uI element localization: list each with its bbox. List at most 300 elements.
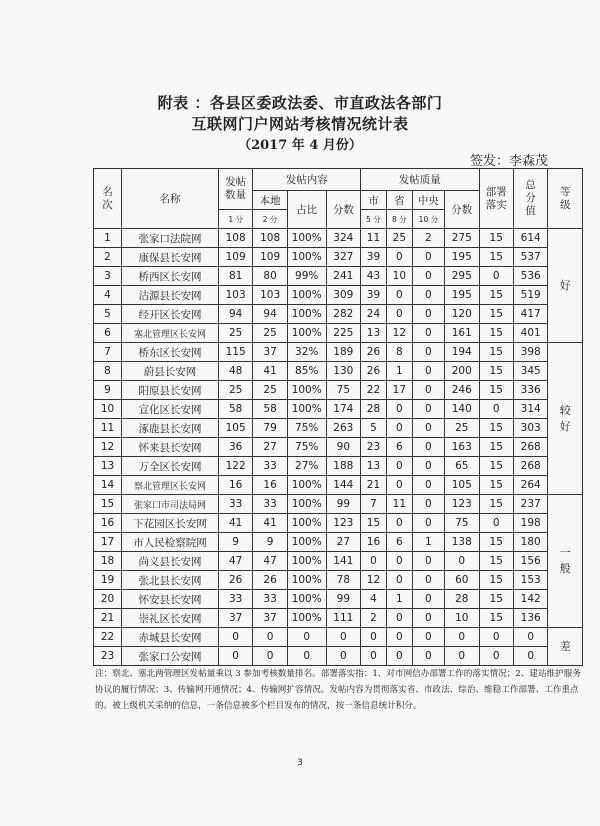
cell-local: 37 (253, 343, 287, 362)
cell-cscore: 327 (326, 248, 360, 267)
cell-no: 1 (94, 229, 122, 248)
cell-central: 2 (412, 229, 444, 248)
cell-posts: 26 (218, 571, 252, 590)
cell-no: 2 (94, 248, 122, 267)
cell-no: 14 (94, 476, 122, 495)
table-row (94, 343, 583, 362)
cell-city: 26 (361, 362, 387, 381)
cell-local: 47 (253, 552, 287, 571)
cell-cscore: 111 (326, 609, 360, 628)
cell-no: 18 (94, 552, 122, 571)
cell-qscore: 60 (445, 571, 479, 590)
cell-local: 41 (253, 362, 287, 381)
cell-no: 11 (94, 419, 122, 438)
cell-posts: 37 (218, 609, 252, 628)
cell-cscore: 99 (326, 495, 360, 514)
cell-posts: 115 (218, 343, 252, 362)
cell-posts: 0 (218, 647, 252, 666)
cell-total: 268 (513, 438, 547, 457)
cell-no: 19 (94, 571, 122, 590)
cell-local: 80 (253, 267, 287, 286)
cell-city: 2 (361, 609, 387, 628)
cell-total: 198 (513, 514, 547, 533)
cell-city: 28 (361, 400, 387, 419)
cell-posts: 0 (218, 628, 252, 647)
cell-deploy: 0 (479, 647, 513, 666)
cell-name: 张家口公安网 (122, 647, 219, 666)
cell-ratio: 75% (287, 438, 326, 457)
header-deploy: 部署 落实 (479, 169, 513, 229)
cell-ratio: 99% (287, 267, 326, 286)
cell-local: 26 (253, 571, 287, 590)
cell-central: 0 (412, 286, 444, 305)
cell-prov: 17 (386, 381, 412, 400)
cell-qscore: 120 (445, 305, 479, 324)
cell-city: 16 (361, 533, 387, 552)
cell-cscore: 144 (326, 476, 360, 495)
cell-prov: 0 (386, 286, 412, 305)
cell-ratio: 100% (287, 286, 326, 305)
table-row (94, 362, 583, 381)
cell-prov: 6 (386, 438, 412, 457)
cell-no: 17 (94, 533, 122, 552)
cell-ratio: 0 (287, 628, 326, 647)
cell-local: 25 (253, 324, 287, 343)
cell-deploy: 15 (479, 457, 513, 476)
cell-local: 16 (253, 476, 287, 495)
cell-cscore: 324 (326, 229, 360, 248)
header-city: 市 (361, 191, 387, 210)
cell-cscore: 225 (326, 324, 360, 343)
cell-name: 涿鹿县长安网 (122, 419, 219, 438)
cell-prov: 8 (386, 343, 412, 362)
cell-posts: 122 (218, 457, 252, 476)
cell-posts: 16 (218, 476, 252, 495)
grade-char: 较 (559, 403, 571, 417)
cell-no: 4 (94, 286, 122, 305)
cell-central: 0 (412, 305, 444, 324)
cell-city: 13 (361, 324, 387, 343)
cell-city: 11 (361, 229, 387, 248)
cell-city: 39 (361, 286, 387, 305)
cell-qscore: 28 (445, 590, 479, 609)
page-number: 3 (297, 758, 303, 768)
cell-qscore: 10 (445, 609, 479, 628)
cell-posts: 103 (218, 286, 252, 305)
cell-deploy: 0 (479, 400, 513, 419)
cell-ratio: 100% (287, 400, 326, 419)
grade-char: 般 (559, 562, 571, 575)
cell-prov: 0 (386, 248, 412, 267)
period: （2017 年 4 月份） (238, 138, 362, 153)
cell-prov: 0 (386, 514, 412, 533)
cell-total: 537 (513, 248, 547, 267)
header-content-score: 分数 (326, 191, 360, 229)
cell-posts: 33 (218, 495, 252, 514)
cell-local: 9 (253, 533, 287, 552)
grade-char: 一 (559, 546, 571, 559)
table-row (94, 590, 583, 609)
cell-total: 401 (513, 324, 547, 343)
cell-prov: 25 (386, 229, 412, 248)
cell-prov: 10 (386, 267, 412, 286)
cell-qscore: 105 (445, 476, 479, 495)
cell-qscore: 246 (445, 381, 479, 400)
table-row (94, 305, 583, 324)
cell-local: 37 (253, 609, 287, 628)
header-prov-note: 8 分 (386, 210, 412, 229)
header-city-note: 5 分 (361, 210, 387, 229)
cell-local: 25 (253, 381, 287, 400)
cell-central: 0 (412, 381, 444, 400)
cell-ratio: 0 (287, 647, 326, 666)
table-row (94, 267, 583, 286)
cell-ratio: 100% (287, 248, 326, 267)
cell-city: 21 (361, 476, 387, 495)
cell-qscore: 200 (445, 362, 479, 381)
cell-prov: 0 (386, 609, 412, 628)
title-line1: 附表 ：各县区委政法委、市直政法各部门 (157, 94, 443, 112)
cell-local: 0 (253, 628, 287, 647)
cell-prov: 12 (386, 324, 412, 343)
cell-city: 12 (361, 571, 387, 590)
cell-qscore: 123 (445, 495, 479, 514)
cell-deploy: 15 (479, 438, 513, 457)
table-row (94, 571, 583, 590)
cell-deploy: 15 (479, 533, 513, 552)
cell-central: 0 (412, 343, 444, 362)
table-row (94, 514, 583, 533)
cell-no: 20 (94, 590, 122, 609)
cell-posts: 58 (218, 400, 252, 419)
signature: 签发：李森茂 (470, 154, 549, 169)
cell-cscore: 174 (326, 400, 360, 419)
cell-no: 21 (94, 609, 122, 628)
cell-qscore: 65 (445, 457, 479, 476)
grade-fair (548, 343, 583, 495)
cell-central: 1 (412, 533, 444, 552)
cell-qscore: 138 (445, 533, 479, 552)
cell-prov: 0 (386, 419, 412, 438)
cell-total: 237 (513, 495, 547, 514)
cell-total: 314 (513, 400, 547, 419)
cell-central: 0 (412, 362, 444, 381)
cell-name: 蔚县长安网 (122, 362, 219, 381)
cell-prov: 6 (386, 533, 412, 552)
cell-local: 27 (253, 438, 287, 457)
cell-cscore: 0 (326, 647, 360, 666)
cell-name: 桥西区长安网 (122, 267, 219, 286)
header-central-note: 10 分 (412, 210, 444, 229)
header-central: 中央 (412, 191, 444, 210)
cell-qscore: 0 (445, 628, 479, 647)
cell-ratio: 100% (287, 590, 326, 609)
cell-name: 下花园区长安网 (122, 514, 219, 533)
cell-ratio: 100% (287, 609, 326, 628)
header-name: 名称 (122, 169, 219, 229)
cell-posts: 25 (218, 324, 252, 343)
cell-central: 0 (412, 267, 444, 286)
cell-ratio: 100% (287, 495, 326, 514)
cell-total: 264 (513, 476, 547, 495)
header-prov: 省 (386, 191, 412, 210)
cell-cscore: 27 (326, 533, 360, 552)
cell-deploy: 15 (479, 343, 513, 362)
cell-local: 94 (253, 305, 287, 324)
cell-prov: 0 (386, 305, 412, 324)
cell-posts: 25 (218, 381, 252, 400)
cell-cscore: 78 (326, 571, 360, 590)
cell-no: 7 (94, 343, 122, 362)
cell-city: 15 (361, 514, 387, 533)
cell-qscore: 75 (445, 514, 479, 533)
cell-central: 0 (412, 400, 444, 419)
cell-name: 赤城县长安网 (122, 628, 219, 647)
cell-city: 4 (361, 590, 387, 609)
cell-no: 13 (94, 457, 122, 476)
cell-prov: 1 (386, 362, 412, 381)
grade-normal (548, 495, 583, 628)
cell-central: 0 (412, 248, 444, 267)
cell-ratio: 32% (287, 343, 326, 362)
cell-ratio: 100% (287, 229, 326, 248)
cell-local: 79 (253, 419, 287, 438)
cell-ratio: 100% (287, 381, 326, 400)
table-row (94, 457, 583, 476)
grade-good: 好 (548, 229, 583, 343)
cell-deploy: 15 (479, 248, 513, 267)
cell-central: 0 (412, 495, 444, 514)
cell-deploy: 15 (479, 305, 513, 324)
cell-qscore: 0 (445, 647, 479, 666)
cell-deploy: 0 (479, 628, 513, 647)
table-row (94, 229, 583, 248)
cell-no: 22 (94, 628, 122, 647)
cell-total: 398 (513, 343, 547, 362)
table-row (94, 381, 583, 400)
cell-name: 张家口法院网 (122, 229, 219, 248)
cell-city: 22 (361, 381, 387, 400)
cell-city: 0 (361, 552, 387, 571)
cell-name: 市人民检察院网 (122, 533, 219, 552)
cell-local: 58 (253, 400, 287, 419)
cell-prov: 1 (386, 590, 412, 609)
cell-no: 8 (94, 362, 122, 381)
cell-ratio: 100% (287, 533, 326, 552)
cell-central: 0 (412, 514, 444, 533)
cell-cscore: 282 (326, 305, 360, 324)
cell-name: 桥东区长安网 (122, 343, 219, 362)
table-body (94, 229, 583, 666)
cell-local: 33 (253, 495, 287, 514)
cell-total: 153 (513, 571, 547, 590)
cell-posts: 33 (218, 590, 252, 609)
cell-ratio: 85% (287, 362, 326, 381)
cell-central: 0 (412, 419, 444, 438)
cell-posts: 108 (218, 229, 252, 248)
table-row (94, 495, 583, 514)
cell-city: 0 (361, 628, 387, 647)
cell-deploy: 15 (479, 571, 513, 590)
cell-name: 张北县长安网 (122, 571, 219, 590)
cell-cscore: 309 (326, 286, 360, 305)
cell-no: 15 (94, 495, 122, 514)
header-grade: 等 级 (548, 169, 583, 229)
cell-total: 519 (513, 286, 547, 305)
cell-local: 109 (253, 248, 287, 267)
cell-prov: 0 (386, 628, 412, 647)
cell-total: 180 (513, 533, 547, 552)
cell-name: 万全区长安网 (122, 457, 219, 476)
cell-local: 0 (253, 647, 287, 666)
cell-deploy: 15 (479, 381, 513, 400)
cell-cscore: 130 (326, 362, 360, 381)
cell-no: 16 (94, 514, 122, 533)
cell-qscore: 195 (445, 286, 479, 305)
cell-cscore: 188 (326, 457, 360, 476)
cell-no: 3 (94, 267, 122, 286)
cell-prov: 0 (386, 647, 412, 666)
table-row (94, 286, 583, 305)
cell-qscore: 0 (445, 552, 479, 571)
cell-deploy: 15 (479, 590, 513, 609)
cell-central: 0 (412, 609, 444, 628)
cell-qscore: 163 (445, 438, 479, 457)
cell-no: 10 (94, 400, 122, 419)
cell-ratio: 75% (287, 419, 326, 438)
cell-posts: 36 (218, 438, 252, 457)
cell-posts: 47 (218, 552, 252, 571)
table-row (94, 400, 583, 419)
cell-qscore: 195 (445, 248, 479, 267)
cell-deploy: 15 (479, 476, 513, 495)
cell-ratio: 100% (287, 552, 326, 571)
cell-name: 康保县长安网 (122, 248, 219, 267)
cell-city: 26 (361, 343, 387, 362)
cell-posts: 94 (218, 305, 252, 324)
cell-total: 345 (513, 362, 547, 381)
cell-deploy: 15 (479, 609, 513, 628)
header-quality: 发帖质量 (361, 169, 479, 191)
cell-total: 536 (513, 267, 547, 286)
cell-qscore: 161 (445, 324, 479, 343)
cell-central: 0 (412, 571, 444, 590)
cell-cscore: 263 (326, 419, 360, 438)
cell-total: 142 (513, 590, 547, 609)
table-row (94, 533, 583, 552)
cell-total: 0 (513, 647, 547, 666)
cell-posts: 105 (218, 419, 252, 438)
cell-qscore: 194 (445, 343, 479, 362)
cell-deploy: 0 (479, 514, 513, 533)
cell-ratio: 27% (287, 457, 326, 476)
table-row (94, 248, 583, 267)
cell-total: 336 (513, 381, 547, 400)
cell-name: 沽源县长安网 (122, 286, 219, 305)
stats-table (93, 168, 583, 666)
cell-local: 108 (253, 229, 287, 248)
cell-central: 0 (412, 628, 444, 647)
cell-name: 阳原县长安网 (122, 381, 219, 400)
cell-ratio: 100% (287, 514, 326, 533)
cell-total: 614 (513, 229, 547, 248)
cell-name: 察北管理区长安网 (122, 476, 219, 495)
cell-cscore: 75 (326, 381, 360, 400)
cell-ratio: 100% (287, 324, 326, 343)
cell-no: 6 (94, 324, 122, 343)
header-quality-score: 分数 (445, 191, 479, 229)
cell-cscore: 0 (326, 628, 360, 647)
table-row (94, 552, 583, 571)
cell-central: 0 (412, 590, 444, 609)
cell-city: 7 (361, 495, 387, 514)
cell-deploy: 15 (479, 229, 513, 248)
cell-total: 268 (513, 457, 547, 476)
cell-cscore: 123 (326, 514, 360, 533)
header-total: 总 分 值 (513, 169, 547, 229)
cell-cscore: 241 (326, 267, 360, 286)
cell-deploy: 15 (479, 552, 513, 571)
cell-deploy: 15 (479, 286, 513, 305)
cell-total: 417 (513, 305, 547, 324)
cell-cscore: 90 (326, 438, 360, 457)
cell-central: 0 (412, 457, 444, 476)
cell-name: 宣化区长安网 (122, 400, 219, 419)
cell-name: 塞北管理区长安网 (122, 324, 219, 343)
cell-no: 9 (94, 381, 122, 400)
cell-local: 103 (253, 286, 287, 305)
cell-local: 33 (253, 590, 287, 609)
cell-city: 0 (361, 647, 387, 666)
cell-city: 23 (361, 438, 387, 457)
cell-posts: 48 (218, 362, 252, 381)
header-posts: 发帖 数量 (218, 169, 252, 210)
cell-prov: 0 (386, 571, 412, 590)
cell-ratio: 100% (287, 476, 326, 495)
table-row (94, 324, 583, 343)
cell-ratio: 100% (287, 571, 326, 590)
cell-city: 13 (361, 457, 387, 476)
cell-deploy: 0 (479, 267, 513, 286)
cell-prov: 0 (386, 400, 412, 419)
cell-city: 5 (361, 419, 387, 438)
cell-prov: 0 (386, 457, 412, 476)
table-row (94, 628, 583, 647)
cell-total: 303 (513, 419, 547, 438)
cell-posts: 41 (218, 514, 252, 533)
cell-cscore: 189 (326, 343, 360, 362)
header-posts-note: 1 分 (218, 210, 252, 229)
header-local-note: 2 分 (253, 210, 287, 229)
cell-total: 136 (513, 609, 547, 628)
table-row (94, 609, 583, 628)
grade-char: 好 (559, 419, 571, 433)
cell-no: 5 (94, 305, 122, 324)
cell-deploy: 15 (479, 495, 513, 514)
cell-name: 怀安县长安网 (122, 590, 219, 609)
cell-city: 43 (361, 267, 387, 286)
header-content: 发帖内容 (253, 169, 361, 191)
cell-central: 0 (412, 647, 444, 666)
header-ratio: 占比 (287, 191, 326, 229)
cell-qscore: 295 (445, 267, 479, 286)
cell-qscore: 275 (445, 229, 479, 248)
header-seq: 名 次 (94, 169, 122, 229)
cell-name: 怀来县长安网 (122, 438, 219, 457)
cell-prov: 0 (386, 552, 412, 571)
table-row (94, 647, 583, 666)
cell-total: 0 (513, 628, 547, 647)
